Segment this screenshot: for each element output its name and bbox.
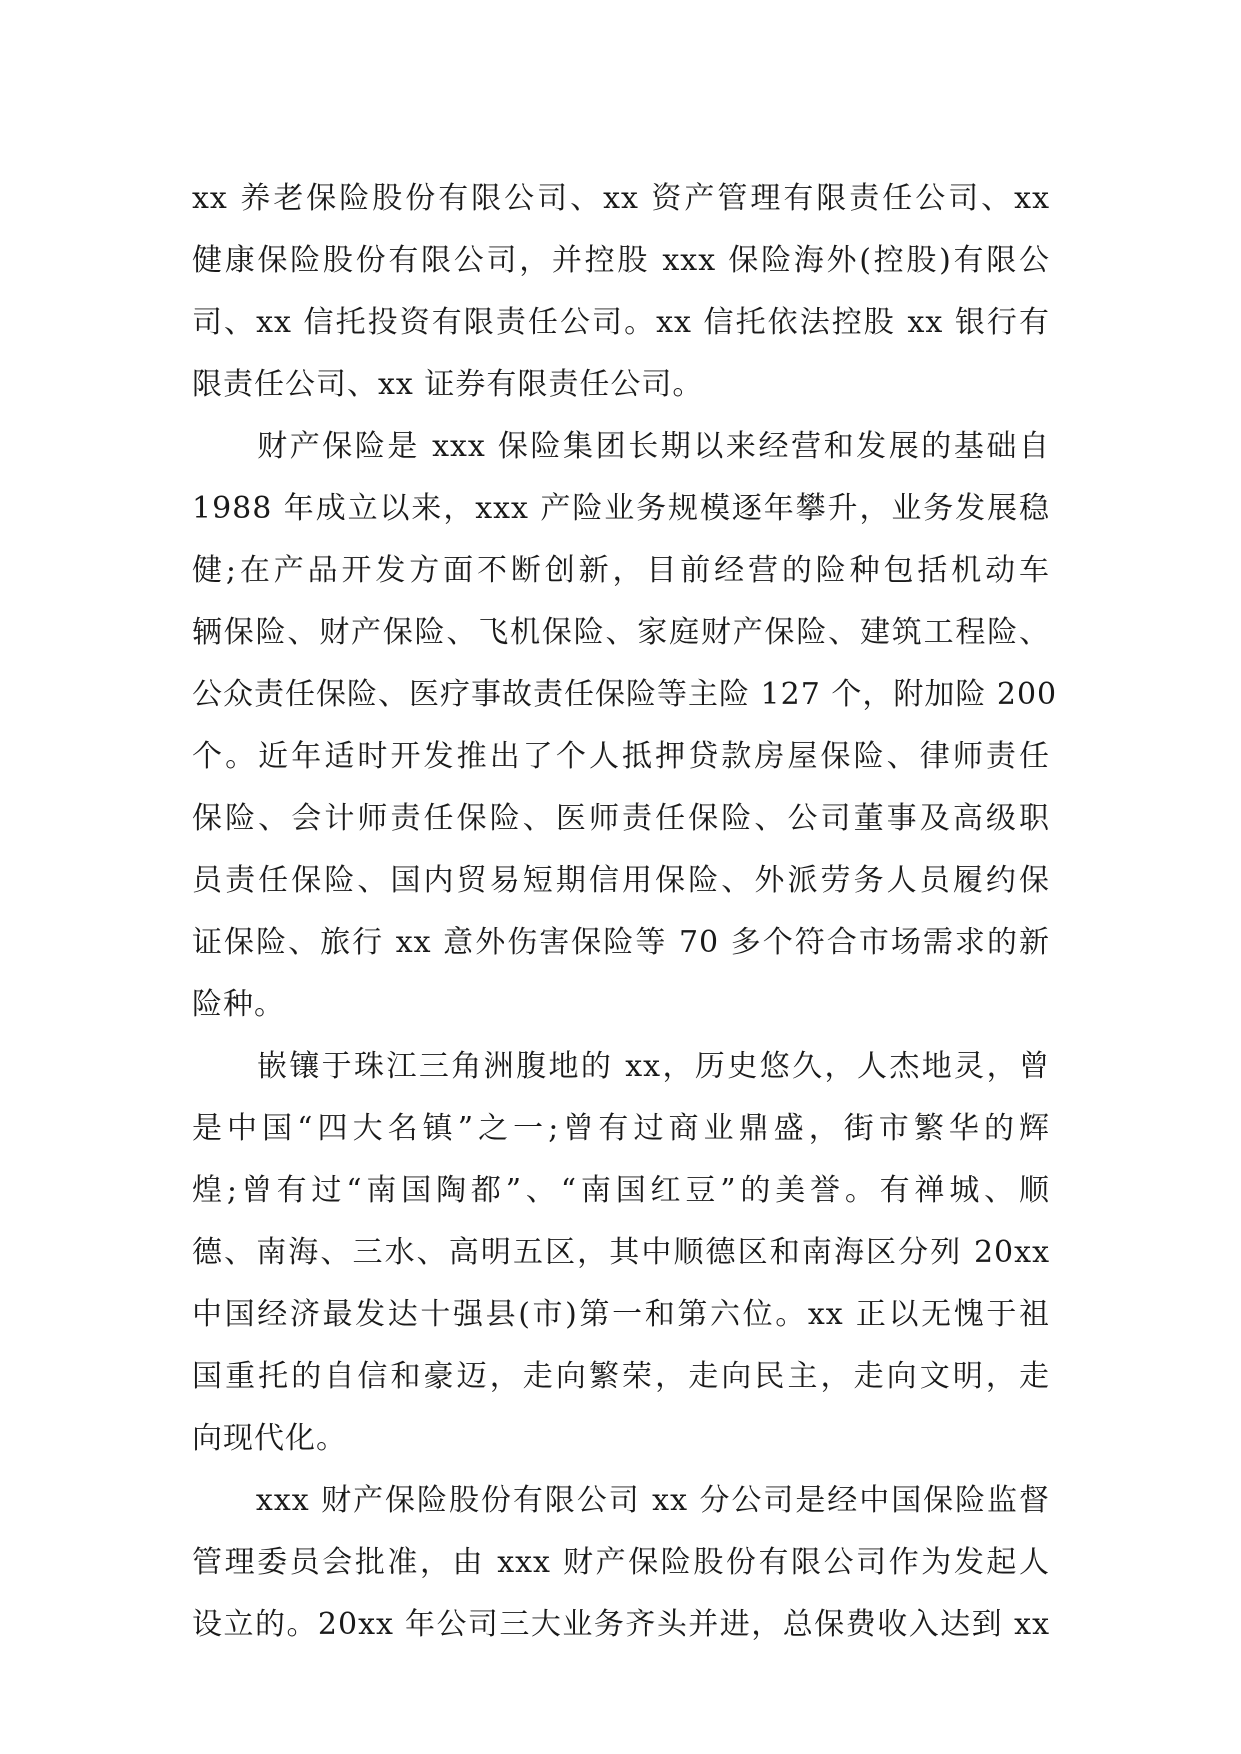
text-line: 煌;曾有过“南国陶都”、“南国红豆”的美誉。有禅城、顺 — [192, 1173, 1050, 1208]
text-line: 个。近年适时开发推出了个人抵押贷款房屋保险、律师责任 — [192, 739, 1050, 774]
text-line: 证保险、旅行 xx 意外伤害保险等 70 多个符合市场需求的新 — [192, 925, 1050, 960]
text-line: 德、南海、三水、高明五区，其中顺德区和南海区分列 20xx — [192, 1235, 1050, 1270]
text-line: xx 养老保险股份有限公司、xx 资产管理有限责任公司、xx — [192, 181, 1050, 216]
paragraph-1 — [192, 168, 1050, 416]
text-line: 限责任公司、xx 证券有限责任公司。 — [192, 367, 704, 402]
text-line: 健康保险股份有限公司，并控股 xxx 保险海外(控股)有限公 — [192, 243, 1050, 278]
text-line: 健;在产品开发方面不断创新，目前经营的险种包括机动车 — [192, 553, 1050, 588]
text-line: 管理委员会批准，由 xxx 财产保险股份有限公司作为发起人 — [192, 1545, 1050, 1580]
text-line: 是中国“四大名镇”之一;曾有过商业鼎盛，街市繁华的辉 — [192, 1111, 1050, 1146]
text-line: 向现代化。 — [192, 1421, 347, 1456]
text-line: 财产保险是 xxx 保险集团长期以来经营和发展的基础自 — [192, 429, 1050, 464]
text-line: 中国经济最发达十强县(市)第一和第六位。xx 正以无愧于祖 — [192, 1297, 1050, 1332]
text-line: 设立的。20xx 年公司三大业务齐头并进，总保费收入达到 xx — [192, 1607, 1050, 1642]
paragraph-3 — [192, 1036, 1050, 1470]
text-line: 司、xx 信托投资有限责任公司。xx 信托依法控股 xx 银行有 — [192, 305, 1050, 340]
paragraph-4 — [192, 1470, 1050, 1656]
document-body — [192, 168, 1058, 1656]
text-line: 公众责任保险、医疗事故责任保险等主险 127 个，附加险 200 — [192, 677, 1058, 712]
text-line: 国重托的自信和豪迈，走向繁荣，走向民主，走向文明，走 — [192, 1359, 1050, 1394]
text-line: 险种。 — [192, 987, 285, 1022]
text-line: 嵌镶于珠江三角洲腹地的 xx，历史悠久，人杰地灵，曾 — [192, 1049, 1050, 1084]
paragraph-2 — [192, 416, 1058, 1036]
text-line: xxx 财产保险股份有限公司 xx 分公司是经中国保险监督 — [192, 1483, 1050, 1518]
text-line: 员责任保险、国内贸易短期信用保险、外派劳务人员履约保 — [192, 863, 1050, 898]
text-line: 1988 年成立以来，xxx 产险业务规模逐年攀升，业务发展稳 — [192, 491, 1050, 526]
text-line: 保险、会计师责任保险、医师责任保险、公司董事及高级职 — [192, 801, 1050, 836]
text-line: 辆保险、财产保险、飞机保险、家庭财产保险、建筑工程险、 — [192, 615, 1050, 650]
